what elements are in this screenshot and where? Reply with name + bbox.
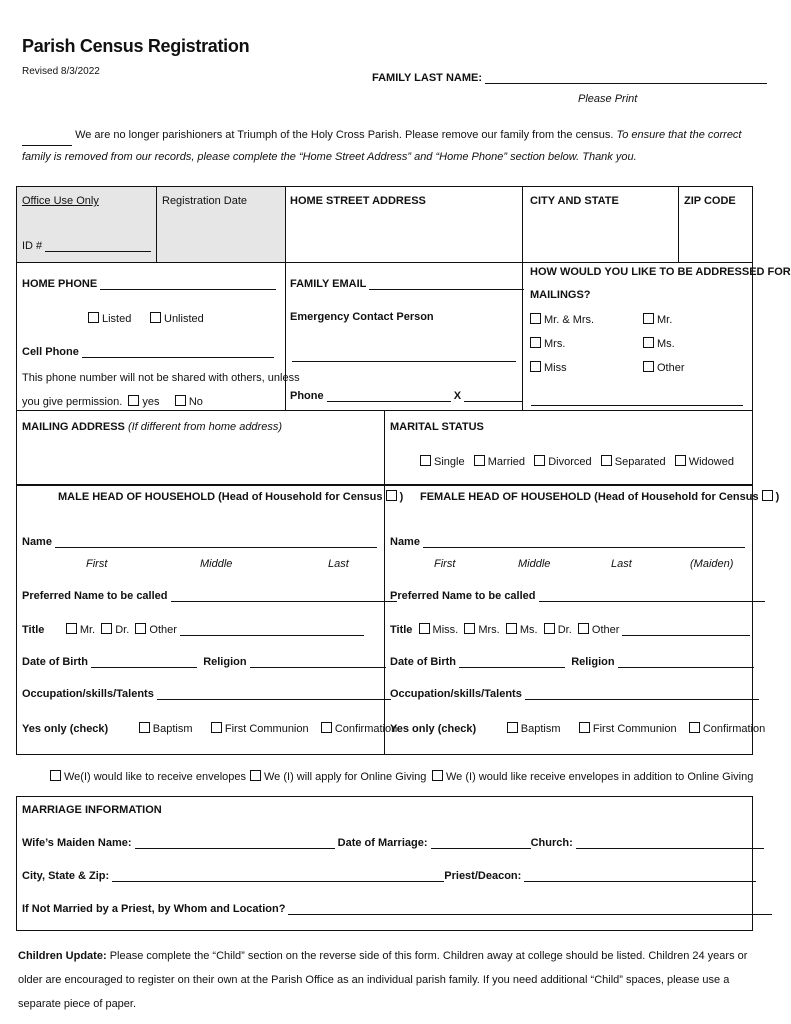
male-occupation-label: Occupation/skills/Talents — [22, 688, 391, 700]
married-checkbox[interactable] — [474, 455, 485, 466]
family-last-name-label: FAMILY LAST NAME: — [372, 72, 767, 84]
female-mrs-checkbox[interactable] — [464, 623, 475, 634]
emergency-phone-field[interactable] — [327, 390, 451, 402]
addressed-other-field[interactable] — [531, 394, 743, 406]
cell-phone-field[interactable] — [82, 346, 274, 358]
ms-checkbox[interactable] — [643, 337, 654, 348]
removal-notice: We are no longer parishioners at Triumph of the Holy Cross Parish. Please remove our family from the census. To ensure that the correct family is removed from our records, please complete the “Home Street Address” and “Home Phone” section below. Thank you. — [22, 129, 742, 163]
female-maiden-caption: (Maiden) — [690, 558, 734, 570]
female-dob-label: Date of Birth Religion — [390, 656, 754, 668]
single-option[interactable]: Single — [420, 456, 465, 468]
emergency-contact-label: Emergency Contact Person — [290, 311, 434, 323]
female-middle-caption: Middle — [518, 558, 551, 570]
male-head-heading: MALE HEAD OF HOUSEHOLD (Head of Household for Census ) — [58, 491, 404, 503]
addressed-label-line1: HOW WOULD YOU LIKE TO BE ADDRESSED FOR — [530, 266, 791, 278]
zip-code-label: ZIP CODE — [684, 195, 736, 207]
male-middle-caption: Middle — [200, 558, 233, 570]
female-confirmation-checkbox[interactable] — [689, 722, 700, 733]
page-title: Parish Census Registration — [22, 36, 250, 56]
female-name-field[interactable] — [423, 536, 745, 548]
family-last-name-field[interactable] — [485, 72, 767, 84]
female-religion-field[interactable] — [618, 656, 754, 668]
ms-option[interactable]: Ms. — [643, 337, 675, 350]
registration-date-label: Registration Date — [162, 195, 247, 207]
cell-phone-label: Cell Phone — [22, 346, 274, 358]
not-married-label: If Not Married by a Priest, by Whom and Location? — [22, 903, 772, 915]
home-phone-label: HOME PHONE — [22, 278, 276, 290]
listed-checkbox[interactable] — [88, 312, 99, 323]
phone-note-line2: you give permission. yes No — [22, 396, 203, 408]
please-print-note: Please Print — [578, 93, 638, 105]
phone-note-line1: This phone number will not be shared with others, unless — [22, 372, 300, 384]
row-divider-1 — [16, 262, 753, 263]
mrs-option[interactable]: Mrs. — [530, 337, 565, 350]
male-mr-checkbox[interactable] — [66, 623, 77, 634]
female-last-caption: Last — [611, 558, 632, 570]
id-label: ID # — [22, 240, 151, 252]
home-phone-field[interactable] — [100, 278, 276, 290]
female-ms-checkbox[interactable] — [506, 623, 517, 634]
miss-option[interactable]: Miss — [530, 361, 567, 374]
listed-option[interactable]: Listed — [88, 312, 131, 325]
unlisted-checkbox[interactable] — [150, 312, 161, 323]
female-first-caption: First — [434, 558, 456, 570]
separated-option[interactable]: Separated — [601, 456, 666, 468]
male-name-field[interactable] — [55, 536, 377, 548]
male-first-caption: First — [86, 558, 108, 570]
marriage-city-field[interactable] — [112, 870, 444, 882]
yes-checkbox[interactable] — [128, 395, 139, 406]
removal-check-field[interactable] — [22, 134, 72, 146]
mrs-checkbox[interactable] — [530, 337, 541, 348]
female-other-title-field[interactable] — [622, 624, 750, 636]
male-baptism-checkbox[interactable] — [139, 722, 150, 733]
envelopes-and-online-option[interactable]: We (I) would like receive envelopes in addition to Online Giving — [432, 770, 753, 783]
male-last-caption: Last — [328, 558, 349, 570]
date-of-marriage-field[interactable] — [431, 837, 531, 849]
children-update-note: Children Update: Please complete the “Child” section on the reverse side of this form. Children away at college should be listed. Children 24 years or older are encouraged to register on their own at the Parish Office as an individual parish family. If you need additional “Child” spaces, please use a separate piece of paper. — [18, 950, 748, 1010]
office-use-label: Office Use Only — [22, 195, 99, 207]
married-option[interactable]: Married — [474, 456, 525, 468]
emergency-ext-field[interactable] — [464, 390, 522, 402]
envelopes-option[interactable]: We(I) would like to receive envelopes — [50, 770, 246, 783]
other-checkbox[interactable] — [643, 361, 654, 372]
female-dr-checkbox[interactable] — [544, 623, 555, 634]
male-other-checkbox[interactable] — [135, 623, 146, 634]
mr-mrs-checkbox[interactable] — [530, 313, 541, 324]
widowed-checkbox[interactable] — [675, 455, 686, 466]
city-state-zip-label: City, State & Zip: Priest/Deacon: — [22, 870, 756, 882]
single-checkbox[interactable] — [420, 455, 431, 466]
envelopes-and-online-checkbox[interactable] — [432, 770, 443, 781]
col-divider-marital — [384, 410, 385, 485]
male-head-census-checkbox[interactable] — [386, 490, 397, 501]
family-email-label: FAMILY EMAIL — [290, 278, 524, 290]
male-name-label: Name — [22, 536, 377, 548]
male-occupation-field[interactable] — [157, 688, 391, 700]
female-title-row: Title Miss. Mrs. Ms. Dr. Other — [390, 623, 750, 636]
male-confirmation-checkbox[interactable] — [321, 722, 332, 733]
male-other-title-field[interactable] — [180, 624, 364, 636]
female-baptism-checkbox[interactable] — [507, 722, 518, 733]
female-head-census-checkbox[interactable] — [762, 490, 773, 501]
col-divider-city — [522, 186, 523, 410]
male-dr-checkbox[interactable] — [101, 623, 112, 634]
marriage-heading: MARRIAGE INFORMATION — [22, 804, 162, 816]
online-giving-checkbox[interactable] — [250, 770, 261, 781]
female-dob-field[interactable] — [459, 656, 565, 668]
family-email-field[interactable] — [369, 278, 524, 290]
male-title-row: Title Mr. Dr. Other — [22, 623, 364, 636]
female-name-label: Name — [390, 536, 745, 548]
mr-checkbox[interactable] — [643, 313, 654, 324]
home-street-label: HOME STREET ADDRESS — [290, 195, 426, 207]
envelopes-checkbox[interactable] — [50, 770, 61, 781]
female-other-checkbox[interactable] — [578, 623, 589, 634]
addressed-label-line2: MAILINGS? — [530, 289, 591, 301]
revised-date: Revised 8/3/2022 — [22, 66, 100, 77]
female-miss-checkbox[interactable] — [419, 623, 430, 634]
male-communion-checkbox[interactable] — [211, 722, 222, 733]
separated-checkbox[interactable] — [601, 455, 612, 466]
wife-maiden-field[interactable] — [135, 837, 335, 849]
mailing-address-label: MAILING ADDRESS (If different from home address) — [22, 421, 282, 433]
male-preferred-field[interactable] — [171, 590, 397, 602]
male-religion-field[interactable] — [250, 656, 386, 668]
divorced-option[interactable]: Divorced — [534, 456, 591, 468]
church-field[interactable] — [576, 837, 764, 849]
female-preferred-label: Preferred Name to be called — [390, 590, 765, 602]
online-giving-option[interactable]: We (I) will apply for Online Giving — [250, 770, 426, 783]
city-state-label: CITY AND STATE — [530, 195, 619, 207]
female-occupation-label: Occupation/skills/Talents — [390, 688, 759, 700]
col-divider-office — [156, 186, 157, 262]
id-field[interactable] — [45, 240, 151, 252]
mr-option[interactable]: Mr. — [643, 313, 672, 326]
male-dob-label: Date of Birth Religion — [22, 656, 386, 668]
male-dob-field[interactable] — [91, 656, 197, 668]
no-checkbox[interactable] — [175, 395, 186, 406]
female-head-heading: FEMALE HEAD OF HOUSEHOLD (Head of Household for Census ) — [420, 491, 780, 503]
marital-status-label: MARITAL STATUS — [390, 421, 484, 433]
male-sacraments-row: Yes only (check) Baptism First Communion Confirmation — [22, 723, 398, 735]
divorced-checkbox[interactable] — [534, 455, 545, 466]
col-divider-zip — [678, 186, 679, 262]
unlisted-option[interactable]: Unlisted — [150, 312, 204, 325]
female-communion-checkbox[interactable] — [579, 722, 590, 733]
female-preferred-field[interactable] — [539, 590, 765, 602]
marital-options — [420, 455, 734, 468]
miss-checkbox[interactable] — [530, 361, 541, 372]
emergency-contact-field[interactable] — [292, 350, 516, 362]
priest-deacon-field[interactable] — [524, 870, 756, 882]
female-sacraments-row: Yes only (check) Baptism First Communion Confirmation — [390, 723, 766, 735]
male-preferred-label: Preferred Name to be called — [22, 590, 397, 602]
wife-maiden-label: Wife’s Maiden Name: Date of Marriage: Church: — [22, 837, 764, 849]
not-married-field[interactable] — [288, 903, 772, 915]
other-option[interactable]: Other — [643, 361, 685, 374]
female-occupation-field[interactable] — [525, 688, 759, 700]
widowed-option[interactable]: Widowed — [675, 456, 734, 468]
mr-mrs-option[interactable]: Mr. & Mrs. — [530, 313, 594, 326]
emergency-phone-label: Phone X — [290, 390, 522, 402]
household-divider — [384, 485, 385, 755]
